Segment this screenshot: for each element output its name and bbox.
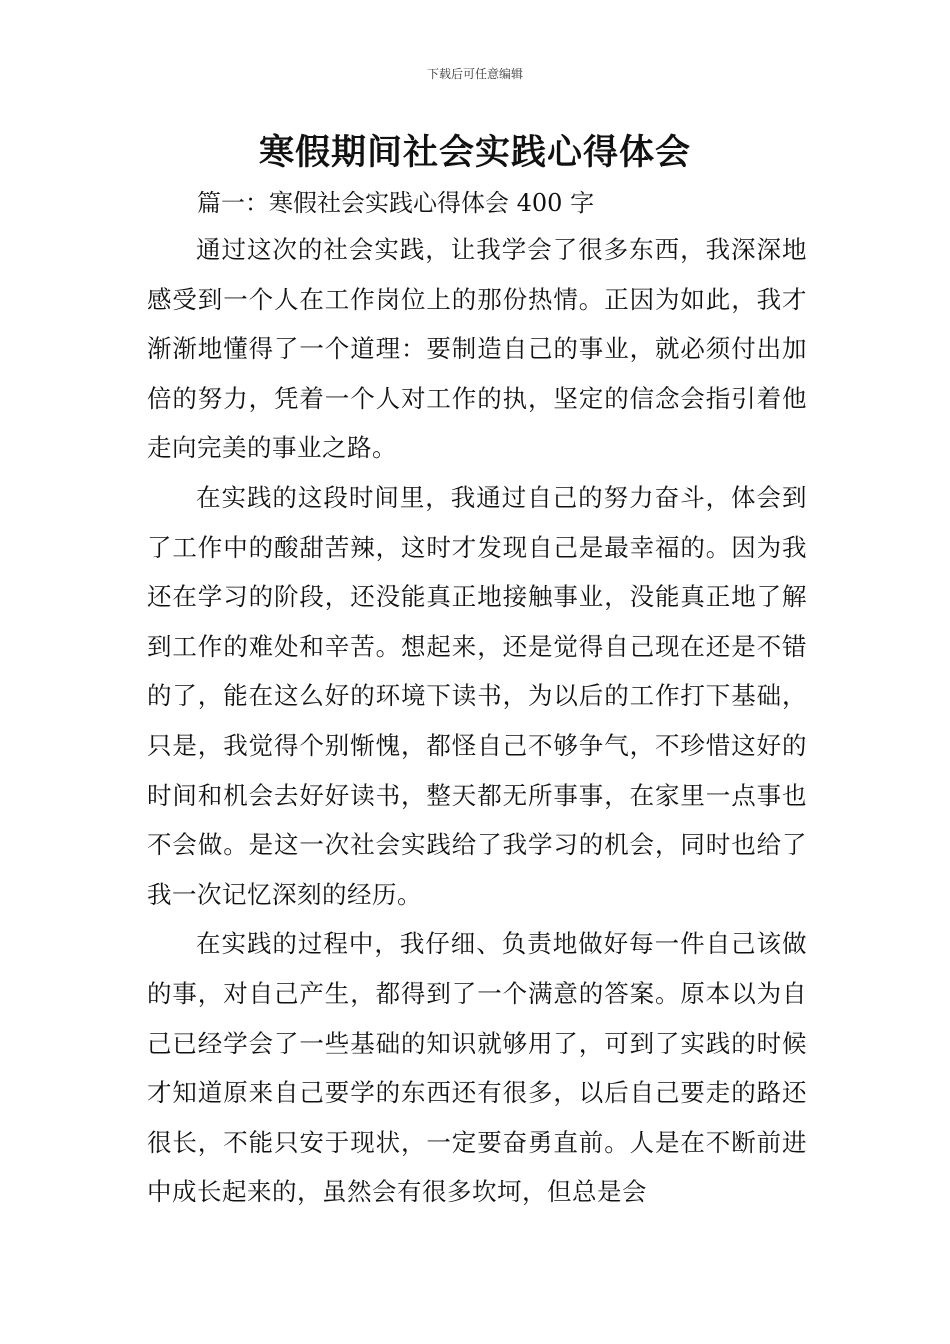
section-subtitle: 篇一：寒假社会实践心得体会 400 字: [197, 189, 595, 217]
paragraph-3: 在实践的过程中，我仔细、负责地做好每一件自己该做的事，对自己产生，都得到了一个满意的答案。原本以为自己已经学会了一些基础的知识就够用了，可到了实践的时候才知道原来自己要学的东西还有很多，以后自己要走的路还很长，不能只安于现状，一定要奋勇直前。人是在不断前进中成长起来的，虽然会有很多坎坷，但总是会: [147, 929, 807, 1207]
paragraph-1: 通过这次的社会实践，让我学会了很多东西，我深深地感受到一个人在工作岗位上的那份热情。正因为如此，我才渐渐地懂得了一个道理：要制造自己的事业，就必须付出加倍的努力，凭着一个人对工作的执，坚定的信念会指引着他走向完美的事业之路。: [147, 235, 807, 463]
body-text: [147, 225, 807, 1217]
header-note: 下载后可任意编辑: [426, 67, 523, 81]
document-title: 寒假期间社会实践心得体会: [258, 133, 691, 173]
paragraph-2: 在实践的这段时间里，我通过自己的努力奋斗，体会到了工作中的酸甜苦辣，这时才发现自己是最幸福的。因为我还在学习的阶段，还没能真正地接触事业，没能真正地了解到工作的难处和辛苦。想起来，还是觉得自己现在还是不错的了，能在这么好的环境下读书，为以后的工作打下基础，只是，我觉得个别惭愧，都怪自己不够争气，不珍惜这好的时间和机会去好好读书，整天都无所事事，在家里一点事也不会做。是这一次社会实践给了我学习的机会，同时也给了我一次记忆深刻的经历。: [147, 482, 807, 909]
